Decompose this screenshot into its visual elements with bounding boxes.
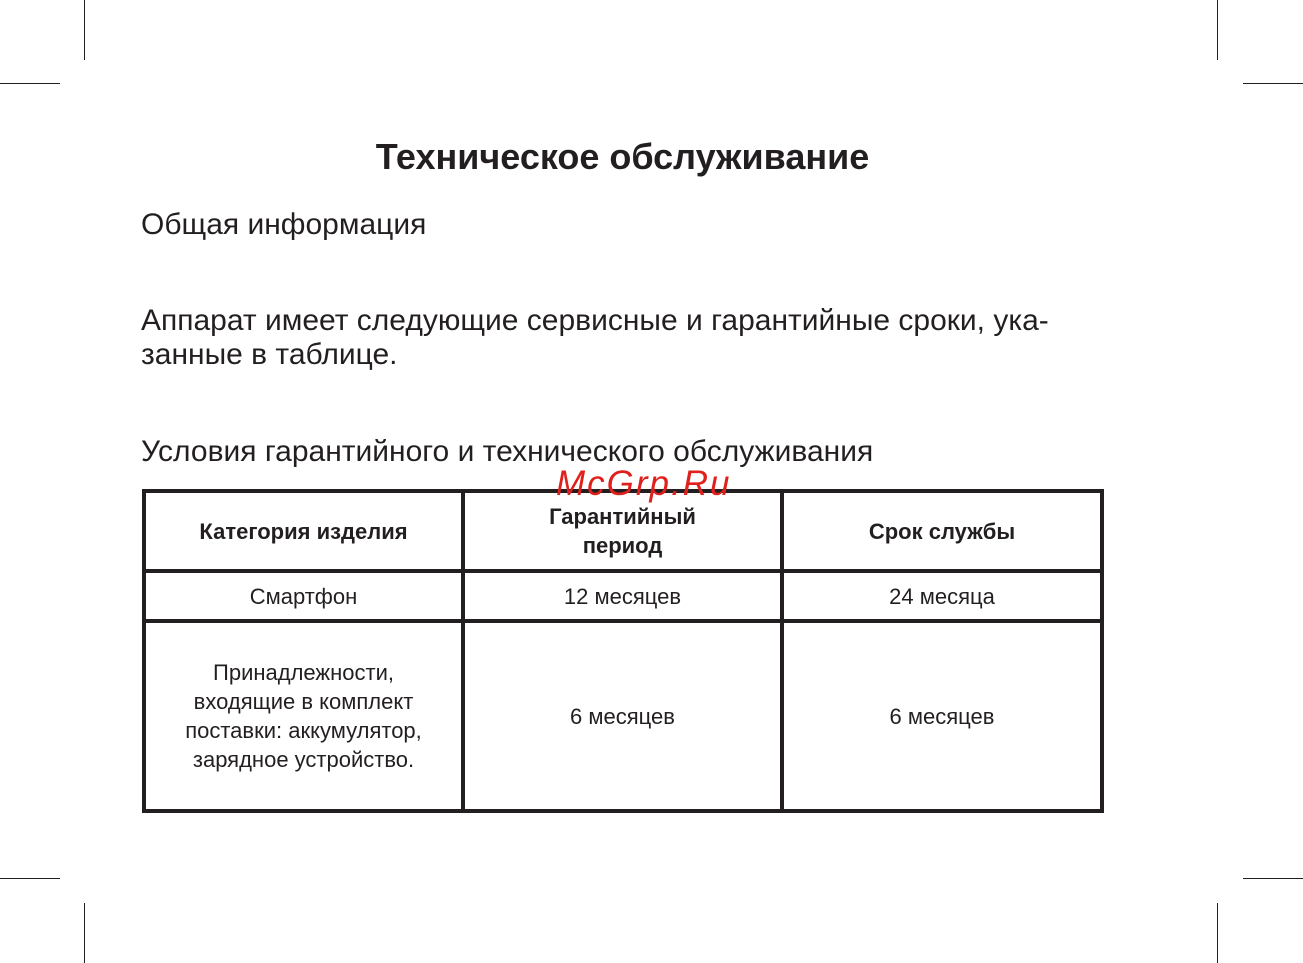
table-cell [463,571,782,621]
watermark: McGrp.Ru [556,464,732,503]
table-row [144,621,1102,811]
table-cell [144,621,463,811]
cell-text: Принадлежности, входящие в комплект поставки: аккумулятор, зарядное устройство. [185,660,422,772]
table-row [144,571,1102,621]
table-caption: Условия гарантийного и технического обслуживания [141,435,874,468]
cell-text: 6 месяцев [570,703,675,729]
warranty-table [142,489,1104,813]
crop-mark [1243,83,1303,84]
header-warranty-label: Гарантийный период [549,504,696,558]
crop-mark [0,83,60,84]
crop-mark [1243,878,1303,879]
cell-text: 12 месяцев [563,583,682,609]
table-cell [782,621,1102,811]
crop-mark [84,903,85,963]
crop-mark [84,0,85,60]
header-service-life [782,491,1102,571]
cell-text: Смартфон [249,583,358,609]
crop-mark [1217,0,1218,60]
intro-paragraph: Аппарат имеет следующие сервисные и гарантийные сроки, ука- занные в таблице. [141,304,1049,371]
header-category [144,491,463,571]
section-subheading: Общая информация [141,208,427,241]
crop-mark [1217,903,1218,963]
cell-text: 24 месяца [889,583,995,609]
header-category-label: Категория изделия [199,518,408,544]
header-service-life-label: Срок службы [868,518,1016,544]
cell-text: 6 месяцев [889,703,995,729]
crop-mark [0,878,60,879]
table-cell [782,571,1102,621]
table-cell [463,621,782,811]
page-title: Техническое обслуживание [375,136,870,177]
table-cell [144,571,463,621]
